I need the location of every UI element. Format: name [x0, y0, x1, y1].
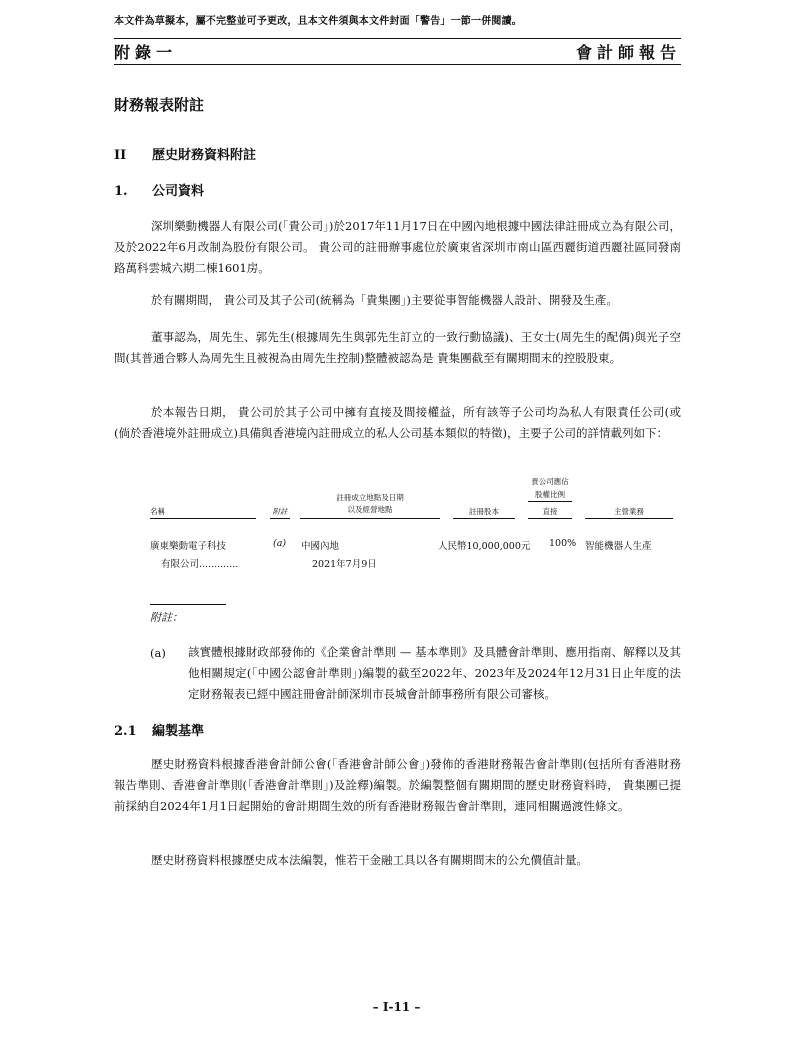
place-date-header-rule: [300, 518, 440, 519]
section-title: 公司資料: [152, 184, 205, 199]
paragraph-controlling-shareholders: 董事認為，周先生、郭先生(根據周先生與郭先生訂立的一致行動協議)、王女士(周先生的配偶)與光子空間(其普通合夥人為周先生且被視為由周先生控制)整體被認為是 貴集團截至有關期間末的控股股東。: [114, 330, 681, 365]
section-title: 編製基準: [152, 724, 205, 739]
business-header: 主營業務: [614, 507, 644, 516]
subsidiaries-table: [0, 470, 793, 580]
report-label: 會計師報告: [575, 43, 681, 62]
section-number: II: [114, 148, 127, 163]
header-top-rule: [114, 38, 681, 39]
section-1-heading: [114, 180, 205, 199]
paragraph-company-info: 深圳樂動機器人有限公司(「貴公司」)於2017年11月17日在中國內地根據中國法律註冊成立為有限公司，及於2022年6月改制為股份有限公司。 貴公司的註冊辦事處位於廣東省深圳市南山區西麗街道西麗社區同發南路萬科雲城六期二棟1601房。: [114, 219, 681, 275]
notes-rule: [150, 604, 226, 605]
row-place: 中國內地: [301, 541, 340, 552]
row-note: (a): [273, 538, 287, 549]
place-date-header-line2: 以及經營地點: [347, 505, 393, 514]
business-header-rule: [585, 518, 673, 519]
row-direct: 100%: [549, 538, 577, 549]
section-title: 歷史財務資料附註: [152, 148, 257, 163]
paragraph-basis-of-preparation: 歷史財務資料根據香港會計師公會(「香港會計師公會」)發佈的香港財務報告會計準則(包括所有香港財務報告準則、香港會計準則(「香港會計準則」)及詮釋)編製。於編製整個有關期間的歷史財務資料時， 貴集團已提前採納自2024年1月1日起開始的會計期間生效的所有香港財務報告會計準則，連同相關過渡性條文。: [114, 757, 681, 813]
notes-label: 附註：: [150, 611, 183, 624]
row-name-line2: 有限公司.............: [161, 559, 239, 570]
paragraph-measurement-basis: 歷史財務資料根據歷史成本法編製，惟若干金融工具以各有關期間末的公允價值計量。: [151, 853, 588, 867]
note-a-text: 該實體根據財政部發佈的《企業會計準則 — 基本準則》及具體會計準則、應用指南、解釋以及其他相關規定(「中國公認會計準則」)編製的截至2022年、2023年及2024年12月31日止年度的法定財務報表已經中國註冊會計師深圳市長城會計師事務所有限公司審核。: [188, 645, 681, 701]
section-2-1-heading: [114, 720, 205, 739]
equity-header-rule: [528, 501, 572, 502]
paragraph-principal-activities: 於有關期間， 貴公司及其子公司(統稱為「貴集團」)主要從事智能機器人設計、開發及生產。: [151, 293, 618, 307]
capital-header-rule: [453, 518, 515, 519]
notes-header-rule: [270, 518, 290, 519]
appendix-label: 附錄一: [114, 43, 178, 62]
page-title: 財務報表附註: [114, 96, 205, 114]
row-capital: 人民幣10,000,000元: [438, 541, 531, 552]
section-ii-heading: [114, 144, 257, 163]
paragraph-subsidiaries: 於本報告日期， 貴公司於其子公司中擁有直接及間接權益，所有該等子公司均為私人有限責任公司(或(倘於香港境外註冊成立)具備與香港境內註冊成立的私人公司基本類似的特徵)，主要子公司的詳情載列如下：: [114, 405, 681, 440]
direct-header: 直接: [542, 507, 558, 516]
note-a-label: (a): [150, 646, 166, 660]
header-bottom-rule: [114, 64, 681, 65]
row-date: 2021年7月9日: [312, 559, 377, 570]
page-number: – I-11 –: [372, 1000, 421, 1014]
equity-header-line1: 貴公司應佔: [531, 477, 569, 486]
place-date-header-line1: 註冊成立地點及日期: [336, 493, 404, 502]
direct-header-rule: [528, 518, 572, 519]
section-number: 1.: [114, 184, 128, 199]
section-number: 2.1: [114, 724, 137, 739]
notes-header: 附註: [272, 507, 288, 516]
row-name-line1: 廣東樂動電子科技: [150, 541, 227, 552]
name-header: 名稱: [150, 507, 165, 516]
draft-disclaimer: 本文件為草擬本，屬不完整並可予更改，且本文件須與本文件封面「警告」一節一併閱讀。: [114, 16, 522, 27]
row-business: 智能機器人生產: [585, 541, 652, 552]
capital-header: 註冊股本: [469, 507, 499, 516]
equity-header-line2: 股權比例: [535, 490, 565, 499]
name-header-rule: [150, 518, 256, 519]
